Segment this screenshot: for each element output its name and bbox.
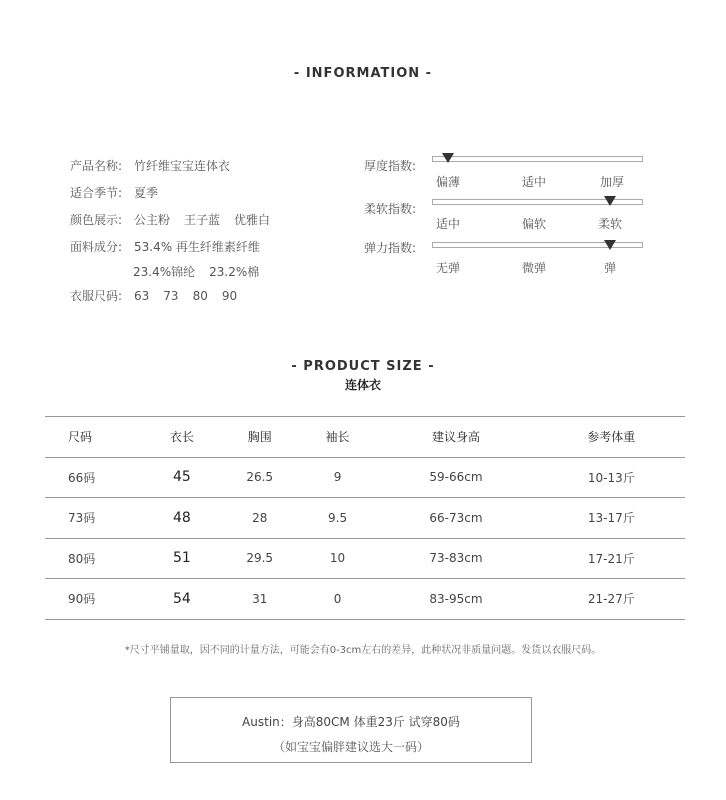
- cell-chest: 28: [219, 498, 301, 539]
- info-row-sizes: [70, 287, 251, 304]
- elasticity-option: 无弹: [435, 261, 461, 275]
- thickness-option: 适中: [521, 175, 547, 189]
- header-size: 尺码: [45, 417, 145, 458]
- elasticity-index-marker: [604, 240, 616, 250]
- size-table: [45, 416, 685, 620]
- info-label: 产品名称:: [70, 159, 123, 173]
- table-row: [45, 579, 685, 620]
- elasticity-index-label: 弹力指数:: [364, 241, 417, 255]
- info-row-fabric-continued: 23.4%锦纶 23.2%棉: [133, 265, 260, 279]
- softness-option: 柔软: [597, 217, 623, 231]
- softness-option: 偏软: [521, 217, 547, 231]
- measurement-note: *尺寸平铺量取，因不同的计量方法，可能会有0-3cm左右的差异，此种状况非质量问题。发货以衣服尺码。: [124, 645, 602, 656]
- cell-length: 54: [145, 579, 219, 620]
- info-row-fabric: [70, 238, 274, 255]
- thickness-option: 偏薄: [435, 175, 461, 189]
- info-value: 53.4% 再生纤维素纤维: [134, 240, 260, 254]
- model-size-advice: （如宝宝偏胖建议选大一码）: [272, 740, 429, 754]
- information-title: - INFORMATION -: [293, 66, 433, 81]
- table-row: [45, 498, 685, 539]
- info-value: 公主粉 王子蓝 优雅白: [134, 213, 271, 227]
- cell-length: 48: [145, 498, 219, 539]
- info-value: 63 73 80 90: [134, 289, 238, 303]
- info-value: 竹纤维宝宝连体衣: [134, 159, 231, 173]
- header-height: 建议身高: [374, 417, 537, 458]
- product-size-subtitle: 连体衣: [344, 378, 381, 392]
- product-size-title: - PRODUCT SIZE -: [291, 359, 435, 374]
- cell-size: 80码: [45, 538, 145, 579]
- thickness-index-bar: [432, 156, 643, 162]
- info-row-colors: [70, 211, 284, 228]
- table-header-row: [45, 417, 685, 458]
- header-length: 衣长: [145, 417, 219, 458]
- elasticity-option: 微弹: [521, 261, 547, 275]
- cell-height: 66-73cm: [374, 498, 537, 539]
- thickness-index-label: 厚度指数:: [364, 159, 417, 173]
- cell-sleeve: 10: [301, 538, 375, 579]
- thickness-index-marker: [442, 153, 454, 163]
- header-weight: 参考体重: [538, 417, 685, 458]
- cell-chest: 29.5: [219, 538, 301, 579]
- cell-sleeve: 9.5: [301, 498, 375, 539]
- cell-height: 73-83cm: [374, 538, 537, 579]
- cell-height: 59-66cm: [374, 457, 537, 498]
- cell-height: 83-95cm: [374, 579, 537, 620]
- cell-size: 66码: [45, 457, 145, 498]
- header-chest: 胸围: [219, 417, 301, 458]
- info-label: 面料成分:: [70, 240, 123, 254]
- table-row: [45, 538, 685, 579]
- cell-size: 90码: [45, 579, 145, 620]
- cell-sleeve: 9: [301, 457, 375, 498]
- cell-chest: 26.5: [219, 457, 301, 498]
- thickness-option: 加厚: [599, 175, 625, 189]
- cell-chest: 31: [219, 579, 301, 620]
- cell-length: 45: [145, 457, 219, 498]
- cell-weight: 17-21斤: [538, 538, 685, 579]
- info-label: 颜色展示:: [70, 213, 123, 227]
- softness-index-marker: [604, 196, 616, 206]
- softness-index-label: 柔软指数:: [364, 202, 417, 216]
- info-row-product-name: [70, 157, 244, 174]
- elasticity-option: 弹: [603, 261, 617, 275]
- cell-size: 73码: [45, 498, 145, 539]
- softness-option: 适中: [435, 217, 461, 231]
- header-sleeve: 袖长: [301, 417, 375, 458]
- cell-sleeve: 0: [301, 579, 375, 620]
- cell-weight: 21-27斤: [538, 579, 685, 620]
- cell-weight: 13-17斤: [538, 498, 685, 539]
- table-row: [45, 457, 685, 498]
- cell-length: 51: [145, 538, 219, 579]
- info-label: 适合季节:: [70, 186, 123, 200]
- model-info-line: Austin：身高80CM 体重23斤 试穿80码: [242, 715, 460, 729]
- model-info-box: [170, 697, 532, 763]
- info-value: 夏季: [134, 186, 159, 200]
- info-label: 衣服尺码:: [70, 289, 123, 303]
- cell-weight: 10-13斤: [538, 457, 685, 498]
- info-row-season: [70, 184, 172, 201]
